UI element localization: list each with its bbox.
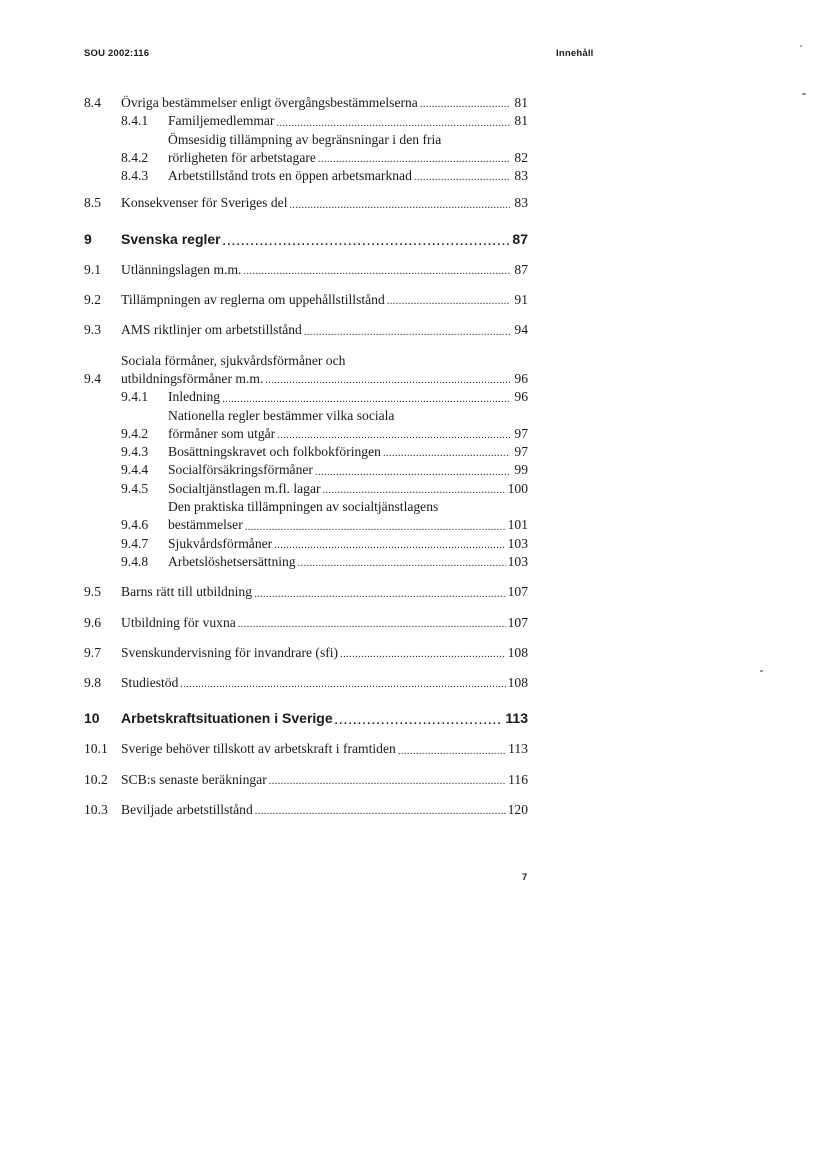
dot-leader bbox=[414, 167, 510, 185]
toc-entry-number: 10.2 bbox=[84, 771, 108, 787]
toc-entry-title: Övriga bestämmelser enligt övergångsbestämmelserna bbox=[121, 95, 418, 110]
toc-entry-number: 10.1 bbox=[84, 741, 108, 757]
toc-entry-number: 9.2 bbox=[84, 292, 101, 308]
dot-leader bbox=[277, 425, 510, 443]
toc-entry bbox=[84, 131, 528, 168]
dot-leader bbox=[269, 771, 506, 789]
toc-entry bbox=[84, 498, 528, 535]
toc-entry bbox=[84, 94, 528, 112]
toc-entry-number: 9.3 bbox=[84, 322, 101, 338]
toc-entry bbox=[84, 535, 528, 553]
toc-entry-number: 9.4.2 bbox=[121, 425, 149, 441]
toc-chapter-entry bbox=[84, 708, 528, 728]
toc-entry-title: Arbetslöshetsersättning bbox=[168, 553, 296, 569]
scan-speck bbox=[802, 93, 806, 95]
dot-leader bbox=[420, 94, 510, 112]
toc-entry bbox=[84, 674, 528, 692]
dot-leader bbox=[398, 741, 506, 759]
toc-entry-page: 97 bbox=[514, 425, 528, 441]
toc-entry bbox=[84, 644, 528, 662]
toc-entry bbox=[84, 194, 528, 212]
table-of-contents bbox=[84, 94, 528, 819]
toc-entry-page: 83 bbox=[514, 195, 528, 211]
toc-entry bbox=[84, 583, 528, 601]
dot-leader bbox=[274, 535, 505, 553]
toc-entry-number: 9.4.4 bbox=[121, 462, 149, 478]
toc-entry bbox=[84, 167, 528, 185]
page-number: 7 bbox=[522, 872, 528, 883]
toc-entry-title: Tillämpningen av reglerna om uppehållstillstånd bbox=[121, 292, 385, 308]
toc-entry-title: Studiestöd bbox=[121, 675, 179, 691]
toc-entry-page: 113 bbox=[505, 710, 528, 727]
dot-leader bbox=[340, 644, 506, 662]
toc-entry-title: AMS riktlinjer om arbetstillstånd bbox=[121, 322, 302, 338]
toc-chapter-entry bbox=[84, 229, 528, 249]
toc-entry-page: 108 bbox=[507, 675, 528, 691]
toc-entry bbox=[84, 388, 528, 406]
dot-leader bbox=[254, 584, 506, 602]
toc-entry-title: Beviljade arbetstillstånd bbox=[121, 802, 253, 818]
dot-leader bbox=[315, 462, 510, 480]
toc-entry-title: Bosättningskravet och folkbokföringen bbox=[168, 444, 381, 460]
toc-entry-title: förmåner som utgår bbox=[168, 425, 276, 441]
toc-entry bbox=[84, 112, 528, 130]
toc-entry-title: Den praktiska tillämpningen av socialtjänstlagens bbox=[168, 499, 439, 515]
toc-entry-title: Socialförsäkringsförmåner bbox=[168, 462, 313, 478]
toc-entry-number: 8.5 bbox=[84, 195, 101, 211]
toc-entry-page: 120 bbox=[507, 802, 528, 818]
toc-entry-title: SCB:s senaste beräkningar bbox=[121, 771, 267, 787]
toc-entry bbox=[84, 740, 528, 758]
toc-entry bbox=[84, 352, 528, 389]
toc-entry-page: 99 bbox=[514, 462, 528, 478]
toc-entry-title: Nationella regler bestämmer vilka sociala bbox=[168, 407, 395, 423]
dot-leader bbox=[245, 517, 506, 535]
toc-entry-number: 9.4.7 bbox=[121, 535, 149, 551]
toc-entry-page: 107 bbox=[507, 614, 528, 630]
toc-entry-page: 107 bbox=[507, 584, 528, 600]
toc-entry-page: 108 bbox=[507, 644, 528, 660]
toc-entry-page: 97 bbox=[514, 444, 528, 460]
dot-leader bbox=[276, 113, 510, 131]
toc-entry-title: utbildningsförmåner m.m. bbox=[121, 370, 264, 386]
toc-entry-title: Svenskundervisning för invandrare (sfi) bbox=[121, 644, 339, 660]
toc-entry-title: Inledning bbox=[168, 389, 221, 405]
scan-speck bbox=[800, 45, 802, 47]
toc-entry-title: Utbildning för vuxna bbox=[121, 614, 236, 630]
toc-entry-page: 116 bbox=[508, 771, 528, 787]
toc-entry-number: 9.4.8 bbox=[121, 553, 149, 569]
toc-entry-number: 9.8 bbox=[84, 675, 101, 691]
toc-entry-page: 94 bbox=[514, 322, 528, 338]
toc-entry-page: 96 bbox=[514, 370, 528, 386]
toc-entry bbox=[84, 291, 528, 309]
toc-entry bbox=[84, 461, 528, 479]
toc-entry-page: 91 bbox=[514, 292, 528, 308]
toc-entry-number: 10.3 bbox=[84, 802, 108, 818]
toc-entry-title: Utlänningslagen m.m. bbox=[121, 261, 242, 277]
dot-leader bbox=[335, 710, 504, 728]
toc-entry-number: 9.4.3 bbox=[121, 444, 149, 460]
toc-entry-page: 101 bbox=[507, 517, 528, 533]
toc-entry-title: Konsekvenser för Sveriges del bbox=[121, 195, 288, 211]
scan-speck bbox=[760, 670, 763, 672]
toc-entry bbox=[84, 553, 528, 571]
toc-entry-number: 9.4.5 bbox=[121, 480, 149, 496]
toc-entry-title: Arbetstillstånd trots en öppen arbetsmarknad bbox=[168, 168, 412, 184]
toc-entry bbox=[84, 480, 528, 498]
dot-leader bbox=[304, 322, 510, 340]
toc-entry-page: 82 bbox=[514, 149, 528, 165]
toc-entry-number: 9.4.6 bbox=[121, 517, 149, 533]
toc-entry-number: 10 bbox=[84, 710, 100, 727]
toc-entry-number: 9.1 bbox=[84, 261, 101, 277]
toc-entry-page: 113 bbox=[508, 741, 528, 757]
toc-entry-title: Ömsesidig tillämpning av begränsningar i den fria bbox=[168, 131, 442, 147]
dot-leader bbox=[265, 370, 510, 388]
toc-entry-title: Svenska regler bbox=[121, 230, 221, 247]
toc-entry-title: Sverige behöver tillskott av arbetskraft i framtiden bbox=[121, 741, 396, 757]
toc-entry-title: Familjemedlemmar bbox=[168, 113, 275, 129]
toc-entry-page: 103 bbox=[507, 535, 528, 551]
dot-leader bbox=[383, 443, 510, 461]
dot-leader bbox=[243, 261, 510, 279]
toc-entry-number: 9.4 bbox=[84, 370, 101, 386]
toc-entry bbox=[84, 261, 528, 279]
dot-leader bbox=[180, 674, 505, 692]
toc-entry-number: 8.4 bbox=[84, 95, 101, 110]
toc-entry-number: 8.4.1 bbox=[121, 113, 149, 129]
toc-entry-number: 9.6 bbox=[84, 614, 101, 630]
toc-entry bbox=[84, 321, 528, 339]
dot-leader bbox=[223, 231, 510, 249]
toc-entry-number: 9.4.1 bbox=[121, 389, 149, 405]
toc-entry-title: Sociala förmåner, sjukvårdsförmåner och bbox=[121, 352, 346, 368]
toc-entry-page: 87 bbox=[514, 261, 528, 277]
toc-entry-number: 9.5 bbox=[84, 584, 101, 600]
running-header-left: SOU 2002:116 bbox=[84, 48, 150, 59]
dot-leader bbox=[298, 553, 506, 571]
dot-leader bbox=[318, 149, 510, 167]
toc-entry bbox=[84, 614, 528, 632]
toc-entry-page: 81 bbox=[514, 95, 528, 110]
toc-entry-number: 8.4.2 bbox=[121, 149, 149, 165]
dot-leader bbox=[255, 801, 506, 819]
toc-entry bbox=[84, 771, 528, 789]
toc-entry-title: Socialtjänstlagen m.fl. lagar bbox=[168, 480, 321, 496]
toc-entry-title: Arbetskraftsituationen i Sverige bbox=[121, 710, 333, 727]
dot-leader bbox=[289, 195, 510, 213]
toc-entry-number: 8.4.3 bbox=[121, 168, 149, 184]
toc-entry-number: 9 bbox=[84, 230, 92, 247]
dot-leader bbox=[323, 480, 506, 498]
dot-leader bbox=[238, 614, 506, 632]
toc-entry-page: 81 bbox=[514, 113, 528, 129]
dot-leader bbox=[387, 291, 510, 309]
dot-leader bbox=[222, 389, 510, 407]
toc-entry-title: Barns rätt till utbildning bbox=[121, 584, 253, 600]
toc-entry bbox=[84, 407, 528, 444]
toc-entry-page: 96 bbox=[514, 389, 528, 405]
toc-entry-page: 83 bbox=[514, 168, 528, 184]
toc-entry-title: bestämmelser bbox=[168, 517, 243, 533]
toc-entry-page: 87 bbox=[512, 230, 528, 247]
toc-entry-page: 100 bbox=[507, 480, 528, 496]
toc-entry-number: 9.7 bbox=[84, 644, 101, 660]
toc-entry bbox=[84, 443, 528, 461]
toc-entry bbox=[84, 801, 528, 819]
toc-entry-title: Sjukvårdsförmåner bbox=[168, 535, 273, 551]
toc-entry-page: 103 bbox=[507, 553, 528, 569]
toc-entry-title: rörligheten för arbetstagare bbox=[168, 149, 316, 165]
running-header-right: Innehåll bbox=[556, 48, 594, 59]
